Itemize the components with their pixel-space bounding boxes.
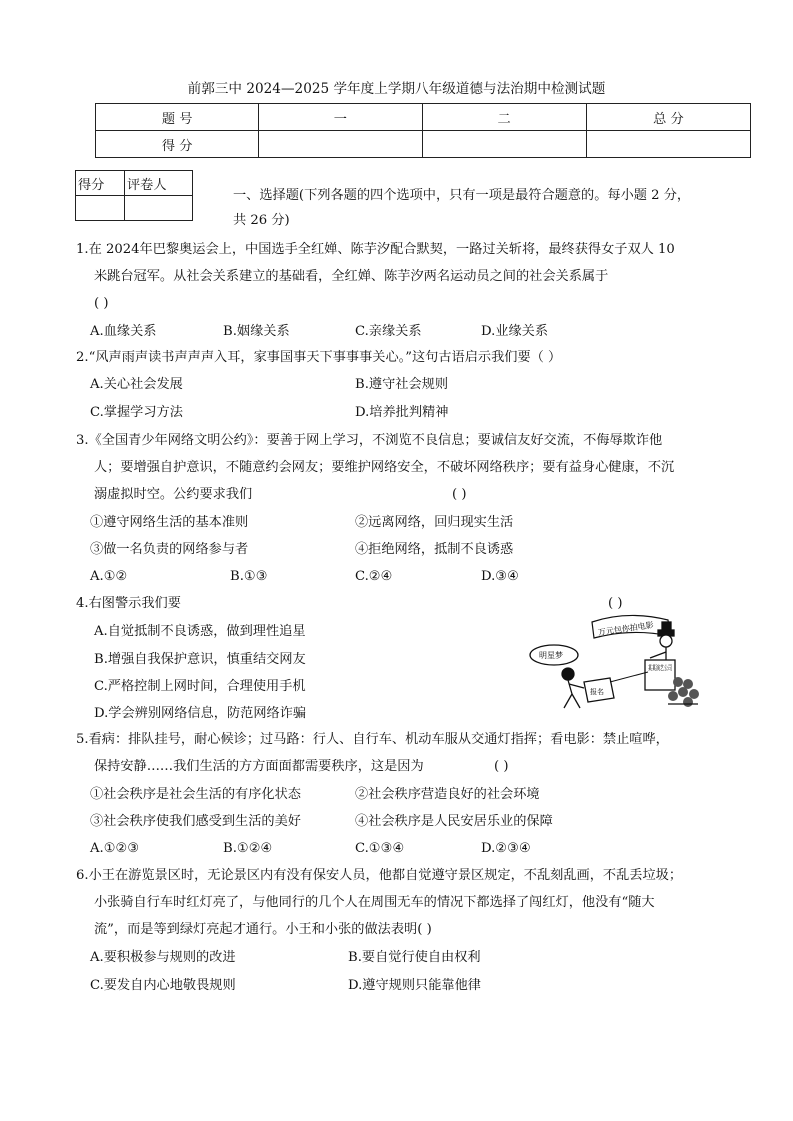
question-4-cartoon-illustration bbox=[528, 612, 702, 712]
question-5-text-cont: 保持安静……我们生活的方方面面都需要秩序，这是因为 bbox=[94, 759, 424, 774]
question-3-answer-paren[interactable]: ( ) bbox=[452, 487, 467, 502]
grader-score-blank[interactable] bbox=[76, 196, 125, 221]
question-4-option-c[interactable]: C.严格控制上网时间，合理使用手机 bbox=[94, 679, 306, 694]
question-5-answer-paren[interactable]: ( ) bbox=[494, 759, 509, 774]
question-4-option-b[interactable]: B.增强自我保护意识，慎重结交网友 bbox=[94, 652, 306, 667]
score-cell-part-one: 一 bbox=[259, 104, 422, 131]
cartoon-bag bbox=[584, 672, 648, 702]
cartoon-bubble-text: 明星梦 bbox=[539, 651, 563, 660]
question-6-option-b[interactable]: B.要自觉行使自由权利 bbox=[348, 950, 481, 965]
cartoon-sign-text: 万元包你拍电影 bbox=[597, 620, 655, 638]
question-2-option-b[interactable]: B.遵守社会规则 bbox=[355, 377, 449, 392]
section-heading-cont: 共 26 分) bbox=[233, 213, 290, 228]
question-4-answer-paren[interactable]: ( ) bbox=[608, 596, 623, 611]
question-3-text: 3.《全国青少年网络文明公约》：要善于网上学习，不浏览不良信息；要诚信友好交流，不侮辱欺诈他 bbox=[76, 433, 663, 448]
question-6-option-d[interactable]: D.遵守规则只能靠他律 bbox=[348, 978, 481, 993]
score-blank-2[interactable] bbox=[422, 131, 586, 158]
question-3-option-c[interactable]: C.②④ bbox=[355, 569, 393, 584]
section-heading: 一、选择题(下列各题的四个选项中，只有一项是最符合题意的。每小题 2 分， bbox=[233, 188, 691, 203]
grader-name-label: 评卷人 bbox=[125, 171, 193, 196]
question-6-option-c[interactable]: C.要发自内心地敬畏规则 bbox=[90, 978, 236, 993]
question-5-option-c[interactable]: C.①③④ bbox=[355, 841, 405, 856]
question-1-text-cont: 米跳台冠军。从社会关系建立的基础看，全红婵、陈芋汐两名运动员之间的社会关系属于 bbox=[94, 269, 609, 284]
question-1-option-d[interactable]: D.业缘关系 bbox=[481, 324, 549, 339]
question-3-statement-4: ④拒绝网络，抵制不良诱惑 bbox=[355, 542, 514, 557]
cartoon-bag-text: 报名 bbox=[590, 688, 604, 696]
score-cell-total: 总 分 bbox=[586, 104, 750, 131]
grader-name-blank[interactable] bbox=[125, 196, 193, 221]
grader-table bbox=[75, 170, 193, 221]
question-3-option-d[interactable]: D.③④ bbox=[481, 569, 519, 584]
question-3-statement-3: ③做一名负责的网络参与者 bbox=[90, 542, 249, 557]
score-table-score-row bbox=[96, 131, 751, 158]
question-3-option-b[interactable]: B.①③ bbox=[230, 569, 268, 584]
question-5-option-d[interactable]: D.②③④ bbox=[481, 841, 531, 856]
question-2-text: 2.“风声雨声读书声声声入耳，家事国事天下事事事关心。”这句古语启示我们要（ ） bbox=[76, 350, 562, 365]
question-6-text-cont-2: 流”，而是等到绿灯亮起才通行。小王和小张的做法表明( ) bbox=[94, 922, 432, 937]
question-5-option-a[interactable]: A.①②③ bbox=[90, 841, 140, 856]
question-4-text: 4.右图警示我们要 bbox=[76, 596, 181, 611]
score-cell-score-label: 得 分 bbox=[96, 131, 259, 158]
grader-score-label: 得分 bbox=[76, 171, 125, 196]
question-3-option-a[interactable]: A.①② bbox=[90, 569, 128, 584]
question-6-option-a[interactable]: A.要积极参与规则的改进 bbox=[90, 950, 236, 965]
score-blank-total[interactable] bbox=[586, 131, 750, 158]
score-blank-1[interactable] bbox=[259, 131, 422, 158]
score-table-header-row bbox=[96, 104, 751, 131]
score-table bbox=[95, 103, 751, 158]
question-3-statement-2: ②远离网络，回归现实生活 bbox=[355, 515, 514, 530]
question-5-statement-2: ②社会秩序营造良好的社会环境 bbox=[355, 787, 540, 802]
cartoon-company-board bbox=[645, 660, 699, 707]
score-cell-question-label: 题 号 bbox=[96, 104, 259, 131]
question-3-text-cont-2: 溺虚拟时空。公约要求我们 bbox=[94, 487, 253, 502]
question-1-option-c[interactable]: C.亲缘关系 bbox=[355, 324, 422, 339]
cartoon-board-line: 某某演艺公司 bbox=[648, 664, 690, 672]
question-6-text: 6.小王在游览景区时，无论景区内有没有保安人员，他都自觉遵守景区规定，不乱刻乱画，不乱丢垃圾； bbox=[76, 868, 683, 883]
question-4-option-a[interactable]: A.自觉抵制不良诱惑，做到理性追星 bbox=[94, 624, 306, 639]
question-5-statement-3: ③社会秩序使我们感受到生活的美好 bbox=[90, 814, 301, 829]
question-1-option-a[interactable]: A.血缘关系 bbox=[90, 324, 157, 339]
question-5-statement-1: ①社会秩序是社会生活的有序化状态 bbox=[90, 787, 301, 802]
score-cell-part-two: 二 bbox=[422, 104, 586, 131]
question-1-text: 1.在 2024年巴黎奥运会上，中国选手全红婵、陈芋汐配合默契，一路过关斩将，最终获得女子双人 10 bbox=[76, 242, 675, 257]
question-6-text-cont-1: 小张骑自行车时红灯亮了，与他同行的几个人在周围无车的情况下都选择了闯红灯，他没有“随大 bbox=[94, 895, 655, 910]
question-3-statement-1: ①遵守网络生活的基本准则 bbox=[90, 515, 249, 530]
question-5-text: 5.看病：排队挂号，耐心候诊；过马路：行人、自行车、机动车服从交通灯指挥；看电影：禁止喧哗， bbox=[76, 732, 669, 747]
question-2-option-d[interactable]: D.培养批判精神 bbox=[355, 405, 449, 420]
question-2-option-c[interactable]: C.掌握学习方法 bbox=[90, 405, 183, 420]
page-title: 前郭三中 2024—2025 学年度上学期八年级道德与法治期中检测试题 bbox=[187, 81, 606, 97]
question-1-answer-paren[interactable]: ( ) bbox=[94, 296, 109, 311]
question-3-text-cont-1: 人；要增强自护意识，不随意约会网友；要维护网络安全，不破坏网络秩序；要有益身心健康，不沉 bbox=[94, 460, 675, 475]
question-5-statement-4: ④社会秩序是人民安居乐业的保障 bbox=[355, 814, 553, 829]
cartoon-speech-bubble bbox=[530, 645, 578, 665]
cartoon-girl bbox=[562, 668, 584, 708]
question-5-option-b[interactable]: B.①②④ bbox=[223, 841, 273, 856]
question-4-option-d[interactable]: D.学会辨别网络信息，防范网络诈骗 bbox=[94, 706, 307, 721]
question-1-option-b[interactable]: B.姻缘关系 bbox=[223, 324, 290, 339]
question-2-option-a[interactable]: A.关心社会发展 bbox=[90, 377, 183, 392]
